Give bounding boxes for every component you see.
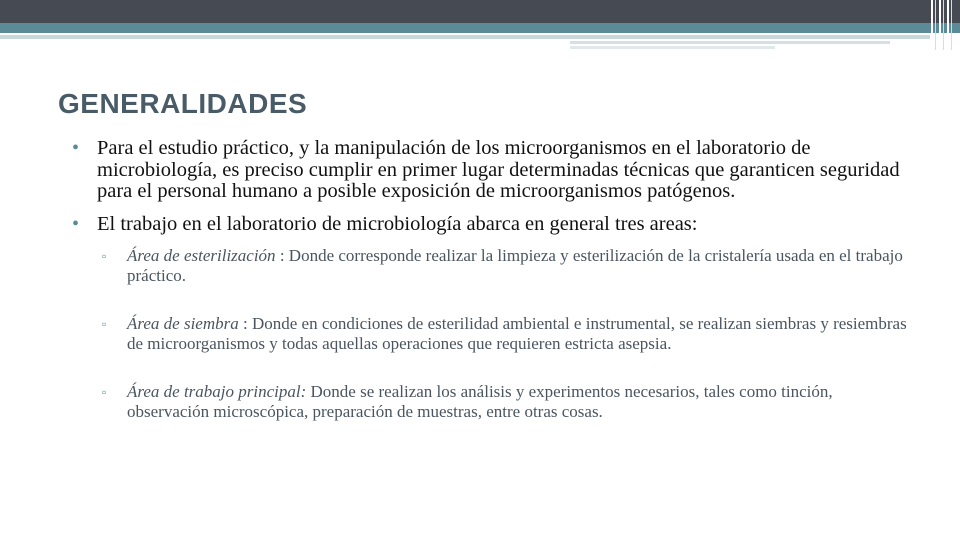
sub-bullet-text: : Donde corresponde realizar la limpieza y esterilización de la cristalería usada en el trabajo práctico. [127,246,903,285]
header-divider [951,0,952,50]
sub-bullet-marker: ▫ [102,249,107,263]
header-divider [935,0,936,50]
header-divider [943,0,944,50]
sub-bullet-marker: ▫ [102,385,107,399]
sub-bullet-marker: ▫ [102,317,107,331]
slide-body [70,138,910,450]
slide-title: GENERALIDADES [58,88,308,119]
header-stripe [570,46,775,49]
bullet-marker: • [72,212,80,235]
sub-bullet-term: Área de esterilización [127,246,276,265]
sub-bullet-term: Área de trabajo principal: [127,382,307,401]
header-divider [939,0,941,50]
header-stripe [570,41,890,44]
sub-bullet-text: : Donde en condiciones de esterilidad ambiental e instrumental, se realizan siembras y resiembras de microorganismos y todas aquellas operaciones que requieren estricta asepsia. [127,314,907,353]
sub-bullet-item [102,382,910,422]
header-band-dark [0,0,960,23]
header-stripe [0,35,930,39]
header-divider [947,0,949,50]
sub-bullet-term: Área de siembra [127,314,239,333]
sub-bullet-item [102,314,910,354]
bullet-text: El trabajo en el laboratorio de microbiología abarca en general tres areas: [97,212,698,235]
header-divider [931,0,933,50]
sub-bullet-item [102,246,910,286]
bullet-text: Para el estudio práctico, y la manipulación de los microorganismos en el laboratorio de microbiología, es preciso cumplir en primer lugar determinadas técnicas que garanticen seguridad para el personal humano a posible exposición de microorganismos patógenos. [97,137,900,202]
bullet-item [70,214,910,236]
bullet-item [70,138,910,203]
sub-bullet-text: Donde se realizan los análisis y experimentos necesarios, tales como tinción, observación microscópica, preparación de muestras, entre otras cosas. [127,382,833,421]
header-band-teal [0,23,960,33]
bullet-marker: • [72,137,80,159]
